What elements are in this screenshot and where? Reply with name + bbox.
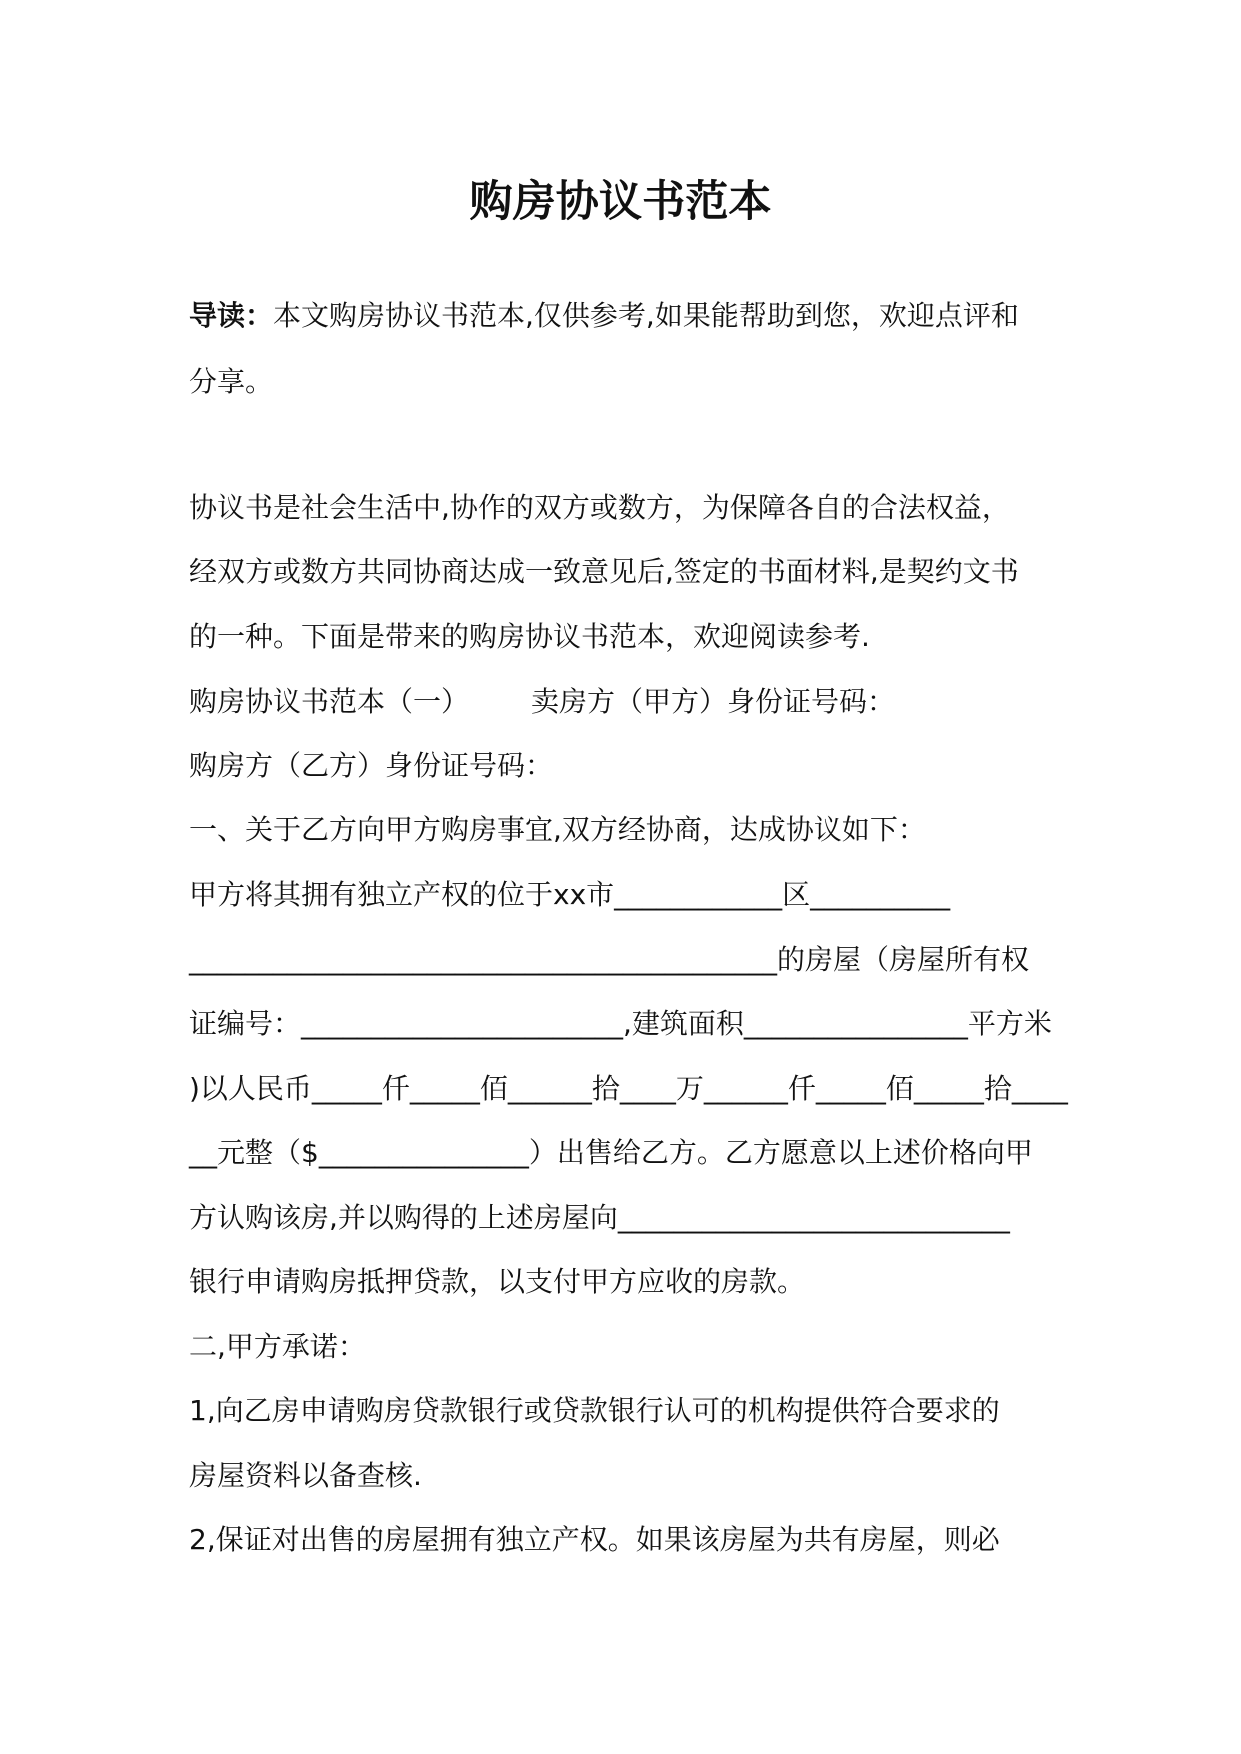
paragraph-1-line-2: 经双方或数方共同协商达成一致意见后,签定的书面材料,是契约文书 [189,555,1019,588]
section-1-line-6: 方认购该房,并以购得的上述房屋向____________________________ [189,1201,1010,1234]
agreement-heading-line [189,682,895,722]
item-2-line-1: 2,保证对出售的房屋拥有独立产权。如果该房屋为共有房屋，则必 [189,1523,1000,1556]
intro-line-1 [189,296,1019,336]
section-1-line-2: __________________________________________的房屋（房屋所有权 [189,943,1030,976]
buyer-id-label: 购房方（乙方）身份证号码： [189,749,554,782]
document-title: 购房协议书范本 [469,177,772,227]
section-1-line-1: 甲方将其拥有独立产权的位于xx市____________区__________ [189,878,951,911]
paragraph-1-line-1: 协议书是社会生活中,协作的双方或数方，为保障各自的合法权益， [189,491,1010,524]
intro-label: 导读： [189,299,274,332]
section-1-line-3: 证编号：_______________________,建筑面积________________平方米 [189,1007,1052,1040]
intro-line-2: 分享。 [189,365,274,398]
section-1-line-5: __元整（$_______________）出售给乙方。乙方愿意以上述价格向甲 [189,1136,1033,1169]
section-1-line-4: )以人民币_____仟_____佰______拾____万______仟_____佰_____拾____ [189,1072,1068,1105]
paragraph-1-line-3: 的一种。下面是带来的购房协议书范本，欢迎阅读参考. [189,620,870,653]
section-1-line-7: 银行申请购房抵押贷款，以支付甲方应收的房款。 [189,1265,806,1298]
item-1-line-1: 1,向乙房申请购房贷款银行或贷款银行认可的机构提供符合要求的 [189,1394,1000,1427]
section-1-heading: 一、关于乙方向甲方购房事宜,双方经协商，达成协议如下： [189,813,926,846]
intro-text-1: 本文购房协议书范本,仅供参考,如果能帮助到您，欢迎点评和 [273,299,1019,332]
seller-id-label: 卖房方（甲方）身份证号码： [531,685,896,718]
agreement-heading: 购房协议书范本（一） [189,685,470,718]
item-1-line-2: 房屋资料以备查核. [189,1459,422,1492]
section-2-heading: 二,甲方承诺： [189,1330,366,1363]
